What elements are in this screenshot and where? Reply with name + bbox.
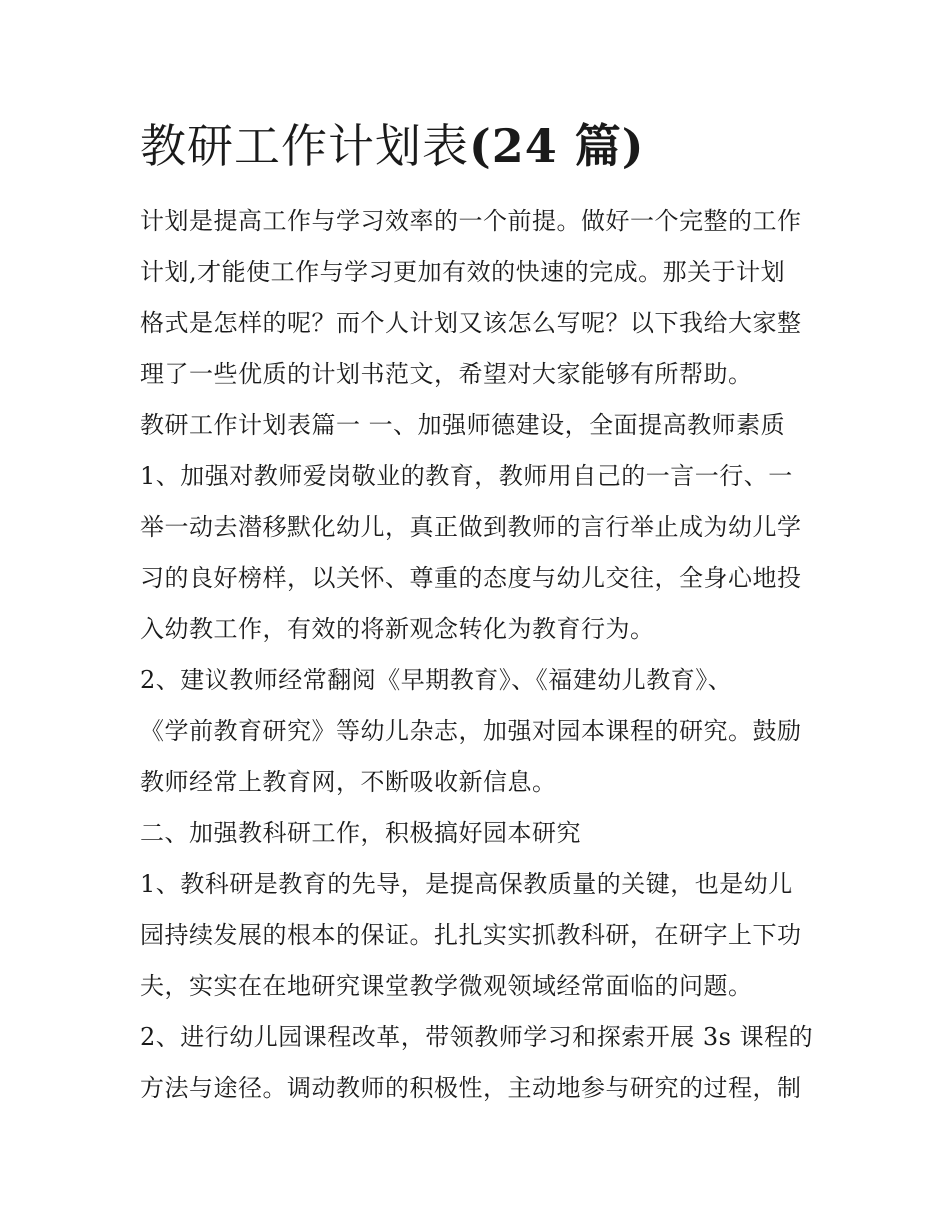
- paragraph-line: 1、教科研是教育的先导，是提高保教质量的关键，也是幼儿: [140, 870, 793, 898]
- paragraph-line: 园持续发展的根本的保证。扎扎实实抓教科研，在研字上下功: [140, 921, 802, 949]
- title-count: (24 篇): [469, 119, 645, 173]
- paragraph-line: 计划,才能使工作与学习更加有效的快速的完成。那关于计划: [140, 258, 786, 286]
- document-body: [140, 196, 820, 1114]
- paragraph-line: 格式是怎样的呢？而个人计划又该怎么写呢？以下我给大家整: [140, 309, 802, 337]
- paragraph-line: 1、加强对教师爱岗敬业的教育，教师用自己的一言一行、一: [140, 462, 793, 490]
- paragraph-line: 二、加强教科研工作，积极搞好园本研究: [140, 819, 581, 847]
- paragraph-line: 举一动去潜移默化幼儿，真正做到教师的言行举止成为幼儿学: [140, 513, 802, 541]
- paragraph-line: 理了一些优质的计划书范文，希望对大家能够有所帮助。: [140, 360, 753, 388]
- paragraph-line: 习的良好榜样，以关怀、尊重的态度与幼儿交往，全身心地投: [140, 564, 802, 592]
- paragraph-line: 入幼教工作，有效的将新观念转化为教育行为。: [140, 615, 655, 643]
- paragraph-line: 夫，实实在在地研究课堂教学微观领域经常面临的问题。: [140, 972, 753, 1000]
- paragraph-line: 教研工作计划表篇一 一、加强师德建设，全面提高教师素质: [140, 411, 786, 439]
- title-text: 教研工作计划表: [140, 119, 469, 173]
- paragraph-line: 计划是提高工作与学习效率的一个前提。做好一个完整的工作: [140, 207, 802, 235]
- paragraph-line: 方法与途径。调动教师的积极性，主动地参与研究的过程，制: [140, 1074, 802, 1102]
- paragraph-line: 《学前教育研究》等幼儿杂志，加强对园本课程的研究。鼓励: [140, 717, 802, 745]
- paragraph-line: 2、建议教师经常翻阅《早期教育》、《福建幼儿教育》、: [140, 666, 733, 694]
- document-title: [140, 116, 645, 176]
- paragraph-line: 教师经常上教育网，不断吸收新信息。: [140, 768, 557, 796]
- paragraph-line: 2、进行幼儿园课程改革，带领教师学习和探索开展 3s 课程的: [140, 1023, 814, 1051]
